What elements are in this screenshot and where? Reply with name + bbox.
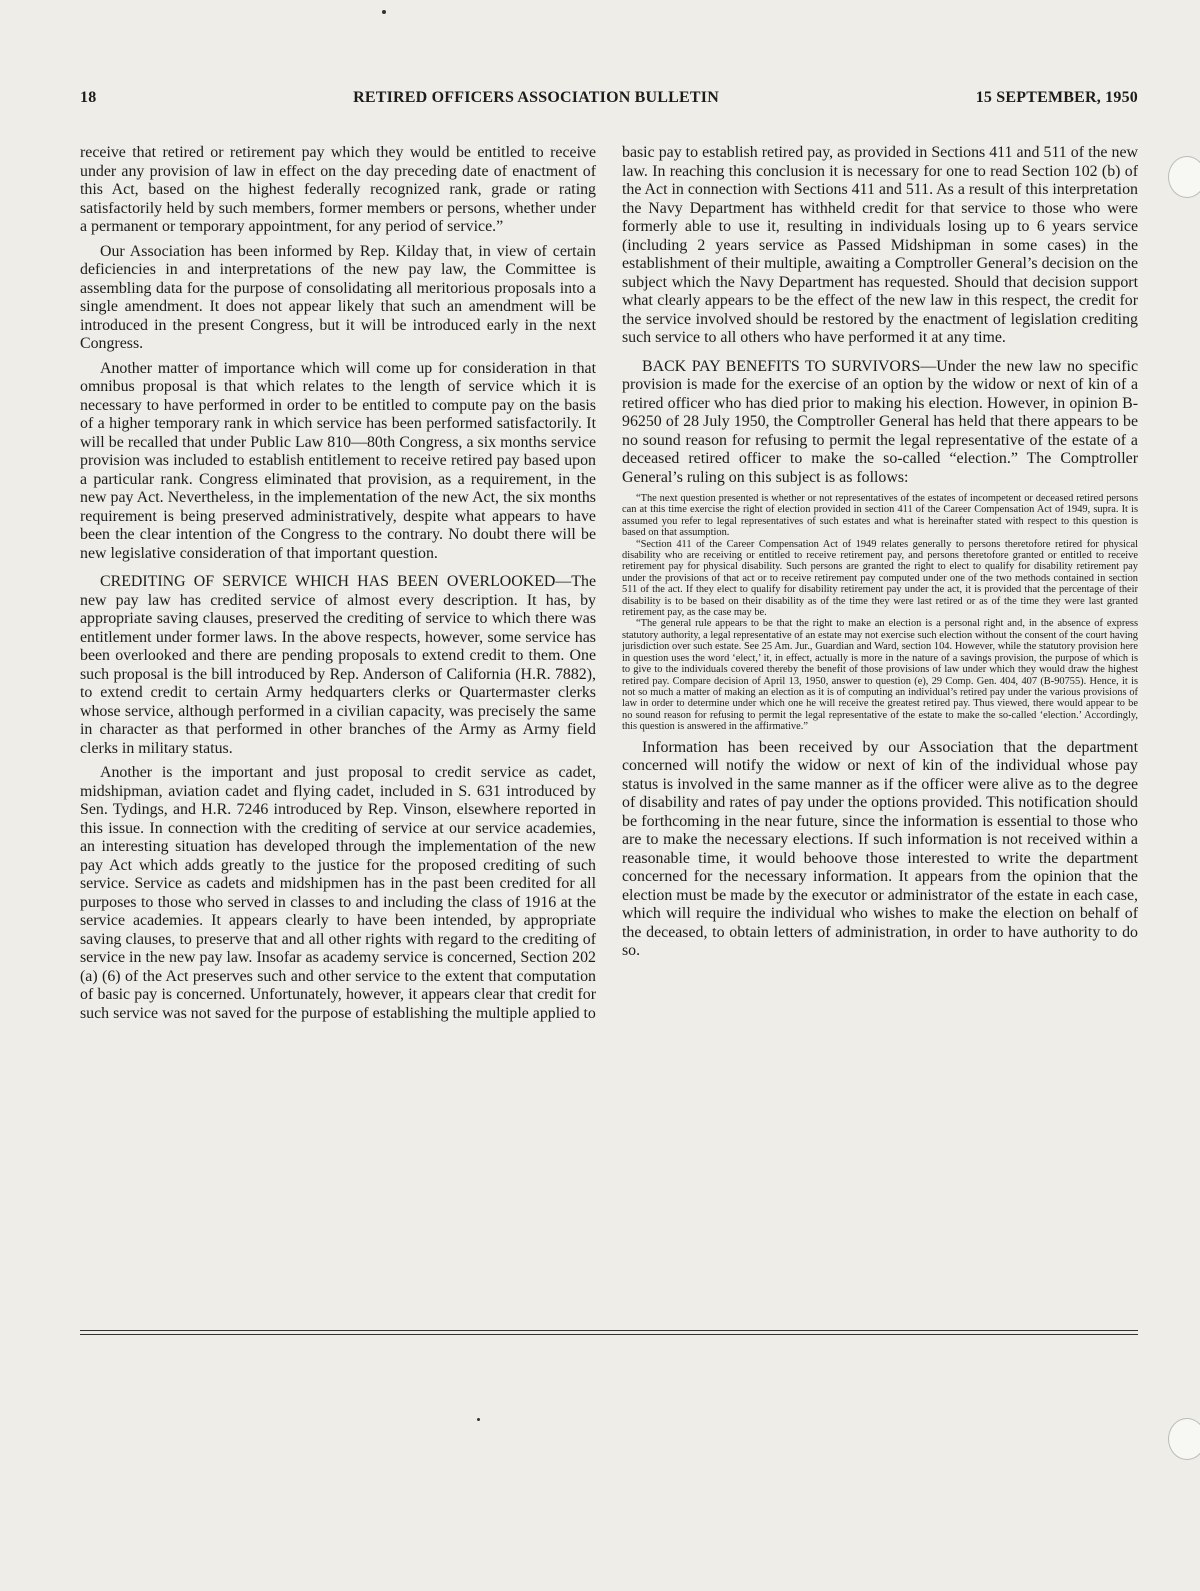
punch-hole-mark bbox=[1168, 156, 1200, 198]
issue-date: 15 SEPTEMBER, 1950 bbox=[975, 89, 1138, 106]
right-column bbox=[622, 144, 1138, 967]
paragraph: basic pay to establish retired pay, as provided in Sections 411 and 511 of the new law. In reaching this conclusion it is necessary for one to read Section 102 (b) of the Act in connection with Sections 411 and 511. As a result of this interpretation the Navy Department has withheld credit for that service to those who were formerly able to use it, resulting in individuals losing up to 6 years service (including 2 years service as Passed Midshipman in some cases) in the establishment of their multiple, awaiting a Comptroller General’s decision on the subject which the Navy Department has requested. Should that decision support what clearly appears to be the effect of the new law in this respect, the credit for the service involved should be restored by the enactment of legislation crediting such service to all others who have performed it at any time. bbox=[622, 144, 1138, 346]
crediting-service-section: CREDITING OF SERVICE WHICH HAS BEEN OVERLOOKED—The new pay law has credited service of almost every description. It has, by appropriate saving clauses, preserved the crediting of service to which there was entitlement under former laws. In the above respects, however, some service has been overlooked and there are pending proposals to extend credit to them. One such proposal is the bill introduced by Rep. Anderson of California (H.R. 7882), to extend credit to certain Army hedquarters clerks or Quartermaster clerks whose service, although performed in a civilian capacity, was precisely the same in character as that performed in other branches of the Army as Army field clerks in military status. bbox=[80, 573, 596, 757]
ink-speck bbox=[382, 10, 386, 14]
quote-paragraph: “Section 411 of the Career Compensation Act of 1949 relates generally to persons theretofore retired for physical disability who are receiving or entitled to receive retirement pay, and persons theretofore granted or entitled to receive retirement pay for physical disability. Such persons are granted the right to elect to qualify for disability retirement pay under the provisions of that act or to receive retirement pay computed under one of the two methods contained in section 511 of the act. If they elect to qualify for disability retirement pay under the act, it is provided that the percentage of their disability is to be based on their disability as of the time they were last retired or as of the time they were last granted retirement pay, as the case may be. bbox=[622, 538, 1138, 619]
back-pay-section: BACK PAY BENEFITS TO SURVIVORS—Under the new law no specific provision is made for the exercise of an option by the widow or next of kin of a retired officer who has died prior to making his election. However, in opinion B-96250 of 28 July 1950, the Comptroller General has held that there appears to be no sound reason for refusing to permit the legal representative of the estate of a deceased retired officer to make the so-called “election.” The Comptroller General’s ruling on this subject is as follows: bbox=[622, 357, 1138, 486]
comptroller-ruling-quote bbox=[622, 493, 1138, 733]
paragraph: Another is the important and just proposal to credit service as cadet, midshipman, aviation cadet and flying cadet, included in S. 631 introduced by Sen. Tydings, and H.R. 7246 introduced by Rep. Vinson, elsewhere reported in this issue. In connection with the crediting of service at our service academies, an interesting situation has developed through the implementation of the new pay Act which adds greatly to the justice for the proposed crediting of such service. Service as cadets and midshipmen has in the past been credited for all purposes to those who served in classes to and including the class of 1916 at the service academies. It appears clearly to have been intended, by appropriate saving clauses, to preserve that and all other rights with regard to the crediting of service in the new pay law. Insofar as academy service is concerned, Section 202 (a) (6) of the Act preserves such and other service to the extent that computation of basic pay is concerned. Unfortunately, however, it appears clear that credit for such service was not saved for the purpose of establishing the multiple applied to bbox=[80, 764, 596, 1022]
footer-double-rule bbox=[80, 1330, 1138, 1335]
publication-title: RETIRED OFFICERS ASSOCIATION BULLETIN bbox=[353, 89, 719, 106]
paragraph: Another matter of importance which will come up for consideration in that omnibus proposal is that which relates to the length of service which it is necessary to have performed in order to be entitled to compute pay on the basis of a higher temporary rank in which service has been performed satisfactorily. It will be recalled that under Public Law 810—80th Congress, a six months service provision was included to establish entitlement to receive retired pay based upon a particular rank. Congress eliminated that provision, as a requirement, in the new pay Act. Nevertheless, in the implementation of the new Act, the six months requirement is being preserved administratively, despite what appears to have been the clear intention of the Congress to the contrary. No doubt there will be new legislative consideration of that important question. bbox=[80, 359, 596, 562]
paragraph: Information has been received by our Association that the department concerned will notify the widow or next of kin of the individual whose pay status is involved in the same manner as if the officer were alive as to the degree of disability and rates of pay under the options provided. This notification should be forthcoming in the near future, since the information is essential to those who are to make the necessary elections. If such information is not received within a reasonable time, it would behoove those interested to write the department concerned for the necessary information. It appears from the opinion that the election must be made by the executor or administrator of the estate in each case, which will require the individual who wishes to make the election on behalf of the deceased, to obtain letters of administration, in order to have authority to do so. bbox=[622, 738, 1138, 960]
page-number: 18 bbox=[80, 89, 97, 106]
left-column bbox=[80, 144, 596, 1029]
paragraph: receive that retired or retirement pay which they would be entitled to receive under any provision of law in effect on the day preceding date of enactment of this Act, based on the highest federally recognized rank, grade or rating satisfactorily held by such members, former members or persons, whether under a permanent or temporary appointment, for any period of service.” bbox=[80, 144, 596, 235]
quote-paragraph: “The next question presented is whether or not representatives of the estates of incompetent or deceased retired persons can at this time exercise the right of election provided in section 411 of the Career Compensation Act of 1949, supra. It is assumed you refer to legal representatives of such estates and what is hereinafter stated with respect to this question is based on that assumption. bbox=[622, 493, 1138, 539]
paragraph: Our Association has been informed by Rep. Kilday that, in view of certain deficiencies in and interpretations of the new pay law, the Committee is assembling data for the purpose of consolidating all meritorious proposals into a single amendment. It does not appear likely that such an amendment will be introduced in the present Congress, but it will be introduced early in the next Congress. bbox=[80, 242, 596, 352]
punch-hole-mark bbox=[1168, 1418, 1200, 1460]
quote-paragraph: “The general rule appears to be that the right to make an election is a personal right and, in the absence of express statutory authority, a legal representative of an estate may not exercise such election without the consent of the court having jurisdiction over such estate. See 25 Am. Jur., Guardian and Ward, section 104. However, while the statutory provision here in question uses the word ‘elect,’ it, in effect, actually is more in the nature of a savings provision, the purpose of which is to give to the individuals covered thereby the benefit of those provisions of law under which they would draw the highest retired pay. Compare decision of April 13, 1950, answer to question (e), 29 Comp. Gen. 404, 407 (B-90755). Hence, it is not so much a matter of making an election as it is of computing an individual’s retired pay under the various provisions of law in order to determine under which one he will receive the greatest retired pay. Thus viewed, there would appear to be no sound reason for refusing to permit the legal representative of the estate to make the so-called ‘election.’ Accordingly, this question is answered in the affirmative.” bbox=[622, 618, 1138, 733]
page-header bbox=[80, 89, 1138, 107]
ink-speck bbox=[477, 1418, 480, 1421]
